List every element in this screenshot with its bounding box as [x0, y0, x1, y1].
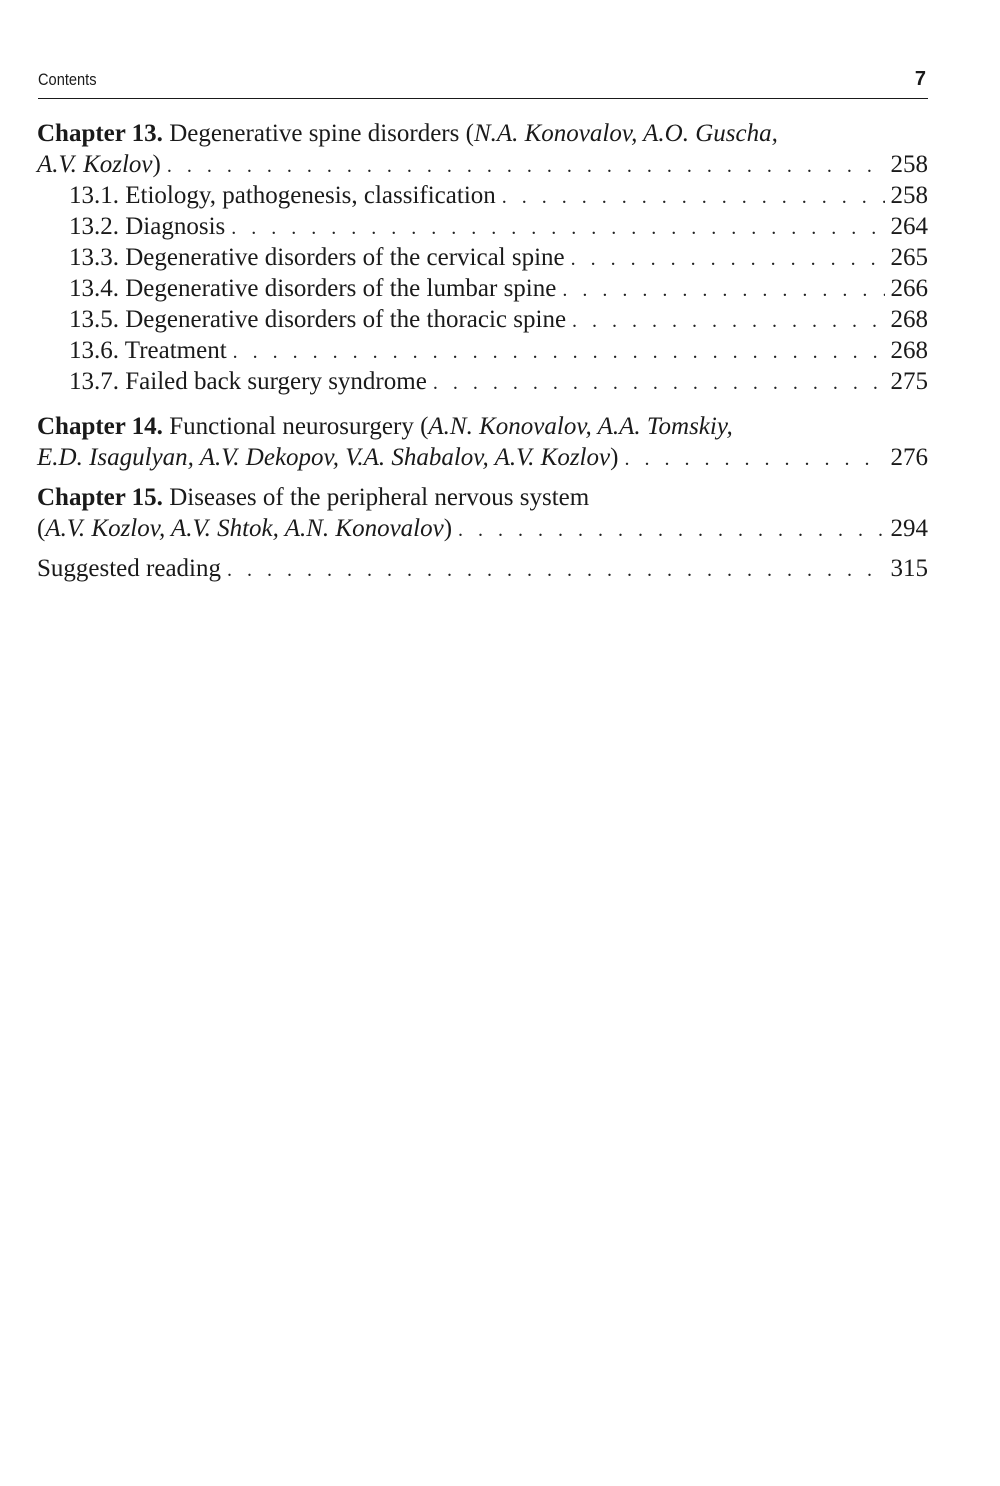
- toc-entry-text: 13.7. Failed back surgery syndrome: [69, 368, 427, 395]
- dot-leader: [458, 515, 884, 546]
- suggested-reading-page: 315: [890, 555, 928, 582]
- chapter-13-title: Degenerative spine disorders (: [169, 120, 474, 147]
- chapter-15-page: 294: [890, 515, 928, 542]
- suggested-reading-entry[interactable]: [37, 553, 928, 584]
- toc-entry-text: 13.2. Diagnosis: [69, 213, 226, 240]
- chapter-13-close-paren: ): [152, 151, 161, 178]
- toc-entry-page: 268: [890, 306, 928, 333]
- chapter-13-page: 258: [890, 151, 928, 178]
- dot-leader: [624, 444, 884, 475]
- toc-entry-page: 275: [890, 368, 928, 395]
- toc-entry-page: 264: [890, 213, 928, 240]
- toc-entry-page: 266: [890, 275, 928, 302]
- chapter-14-authors-line[interactable]: [37, 442, 928, 473]
- dot-leader: [433, 368, 885, 399]
- toc-entry-13-4[interactable]: [37, 273, 928, 304]
- toc-entry-page: 258: [890, 182, 928, 209]
- toc-entry-text: 13.5. Degenerative disorders of the thoracic spine: [69, 306, 567, 333]
- toc-entry-text: 13.6. Treatment: [69, 337, 227, 364]
- toc-entry-text: 13.1. Etiology, pathogenesis, classification: [69, 182, 496, 209]
- dot-leader: [502, 182, 885, 213]
- chapter-15-title-line: [37, 482, 928, 513]
- running-head-title: Contents: [38, 70, 97, 89]
- dot-leader: [562, 275, 884, 306]
- chapter-14-authors-2: E.D. Isagulyan, A.V. Dekopov, V.A. Shabalov, A.V. Kozlov: [37, 444, 611, 471]
- dot-leader: [571, 244, 885, 275]
- running-head: [38, 68, 928, 99]
- dot-leader: [227, 555, 885, 586]
- chapter-15-title: Diseases of the peripheral nervous system: [169, 484, 590, 511]
- chapter-15-authors-line[interactable]: [37, 513, 928, 544]
- chapter-14-close-paren: ): [610, 444, 619, 471]
- dot-leader: [167, 151, 885, 182]
- toc-entry-13-7[interactable]: [37, 366, 928, 397]
- toc-entry-13-1[interactable]: [37, 180, 928, 211]
- chapter-13-authors-2: A.V. Kozlov: [37, 151, 153, 178]
- toc-entry-13-3[interactable]: [37, 242, 928, 273]
- chapter-13-title-line: [37, 118, 928, 149]
- chapter-14-authors-1: A.N. Konovalov, A.A. Tomskiy,: [428, 413, 733, 440]
- toc-entry-text: 13.3. Degenerative disorders of the cervical spine: [69, 244, 565, 271]
- dot-leader: [231, 213, 884, 244]
- page-number: 7: [914, 68, 926, 90]
- dot-leader: [233, 337, 885, 368]
- chapter-15-label: Chapter 15.: [37, 484, 163, 511]
- chapter-15-authors-2: A.V. Kozlov, A.V. Shtok, A.N. Konovalov: [45, 515, 444, 542]
- table-of-contents: [37, 118, 928, 584]
- toc-entry-13-6[interactable]: [37, 335, 928, 366]
- toc-entry-page: 265: [890, 244, 928, 271]
- chapter-14-label: Chapter 14.: [37, 413, 163, 440]
- chapter-13-authors-1: N.A. Konovalov, A.O. Guscha,: [473, 120, 778, 147]
- chapter-14-title: Functional neurosurgery (: [169, 413, 429, 440]
- chapter-15-open-paren: (: [37, 515, 46, 542]
- toc-entry-text: 13.4. Degenerative disorders of the lumbar spine: [69, 275, 557, 302]
- dot-leader: [572, 306, 884, 337]
- chapter-14-page: 276: [890, 444, 928, 471]
- chapter-15-close-paren: ): [443, 515, 453, 542]
- toc-entry-13-5[interactable]: [37, 304, 928, 335]
- chapter-14-title-line: [37, 411, 928, 442]
- chapter-13-label: Chapter 13.: [37, 120, 163, 147]
- toc-entry-page: 268: [890, 337, 928, 364]
- suggested-reading-text: Suggested reading: [37, 555, 221, 582]
- toc-entry-13-2[interactable]: [37, 211, 928, 242]
- chapter-13-authors-line[interactable]: [37, 149, 928, 180]
